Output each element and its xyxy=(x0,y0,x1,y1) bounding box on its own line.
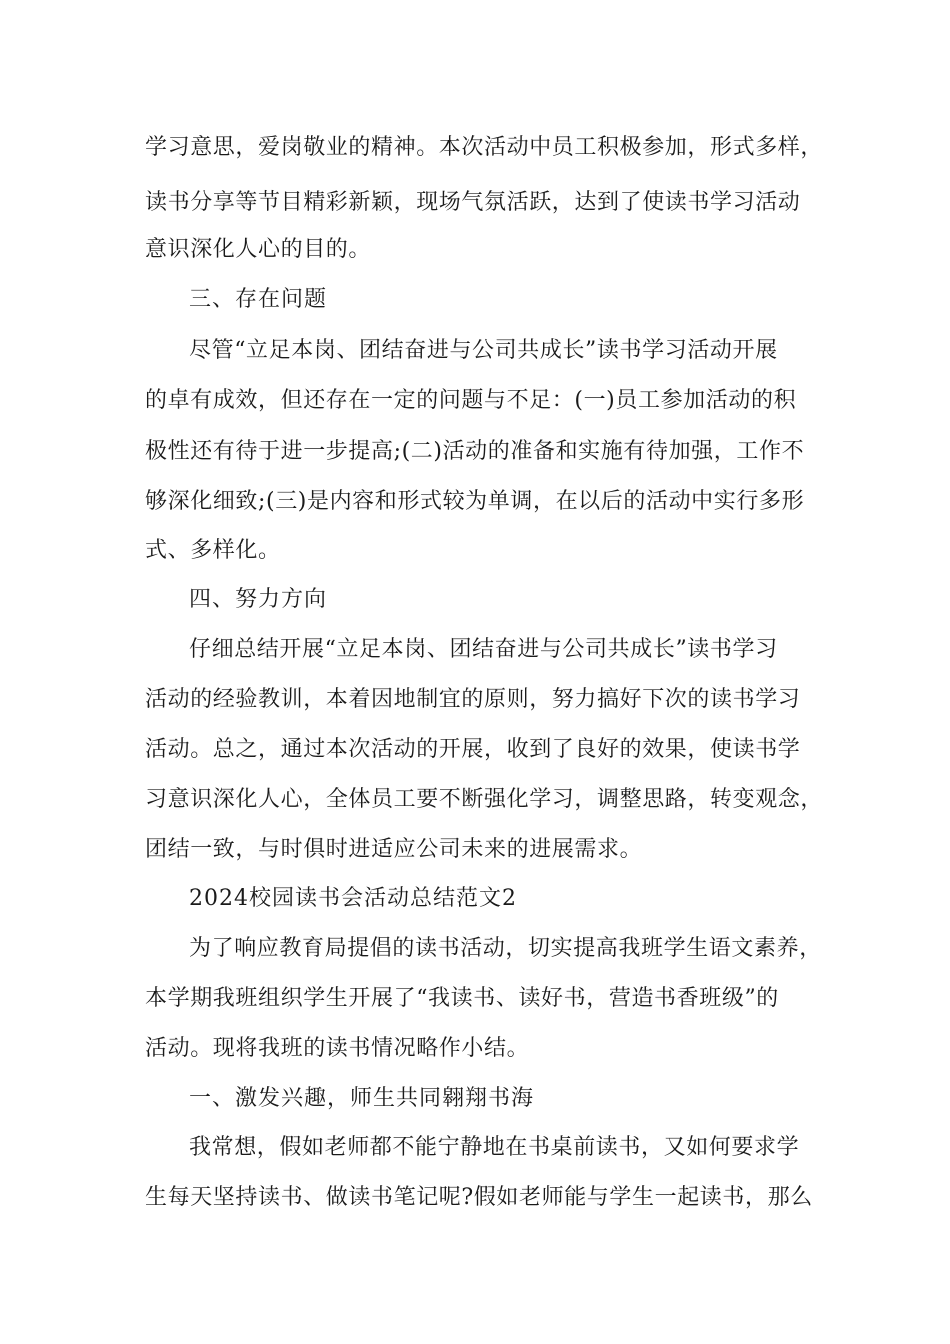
section-heading: 四、努力方向 xyxy=(189,587,328,612)
paragraph-line: 式、多样化。 xyxy=(145,538,281,563)
paragraph-line: 我常想，假如老师都不能宁静地在书桌前读书，又如何要求学 xyxy=(189,1135,800,1160)
article-title: 2024校园读书会活动总结范文2 xyxy=(189,886,517,911)
paragraph-line: 习意识深化人心，全体员工要不断强化学习，调整思路，转变观念， xyxy=(145,787,824,812)
paragraph-line: 为了响应教育局提倡的读书活动，切实提高我班学生语文素养， xyxy=(189,936,822,961)
paragraph-line: 活动的经验教训，本着因地制宜的原则，努力搞好下次的读书学习 xyxy=(145,687,801,712)
paragraph-line: 尽管“立足本岗、团结奋进与公司共成长”读书学习活动开展 xyxy=(189,338,778,363)
paragraph-line: 团结一致，与时俱时进适应公司未来的进展需求。 xyxy=(145,837,643,862)
section-heading: 三、存在问题 xyxy=(189,287,328,312)
paragraph-line: 生每天坚持读书、做读书笔记呢?假如老师能与学生一起读书，那么 xyxy=(145,1185,813,1210)
paragraph-line: 极性还有待于进一步提高;(二)活动的准备和实施有待加强，工作不 xyxy=(145,439,805,464)
paragraph-line: 意识深化人心的目的。 xyxy=(145,237,372,262)
paragraph-line: 学习意思，爱岗敬业的精神。本次活动中员工积极参加，形式多样， xyxy=(145,135,824,160)
paragraph-line: 活动。现将我班的读书情况略作小结。 xyxy=(145,1036,530,1061)
paragraph-line: 仔细总结开展“立足本岗、团结奋进与公司共成长”读书学习 xyxy=(189,637,778,662)
paragraph-line: 活动。总之，通过本次活动的开展，收到了良好的效果，使读书学 xyxy=(145,737,801,762)
paragraph-line: 本学期我班组织学生开展了“我读书、读好书，营造书香班级”的 xyxy=(145,986,779,1011)
section-heading: 一、激发兴趣，师生共同翱翔书海 xyxy=(189,1086,535,1111)
paragraph-line: 的卓有成效，但还存在一定的问题与不足：(一)员工参加活动的积 xyxy=(145,388,797,413)
paragraph-line: 读书分享等节目精彩新颖，现场气氛活跃，达到了使读书学习活动 xyxy=(145,190,801,215)
paragraph-line: 够深化细致;(三)是内容和形式较为单调，在以后的活动中实行多形 xyxy=(145,489,805,514)
